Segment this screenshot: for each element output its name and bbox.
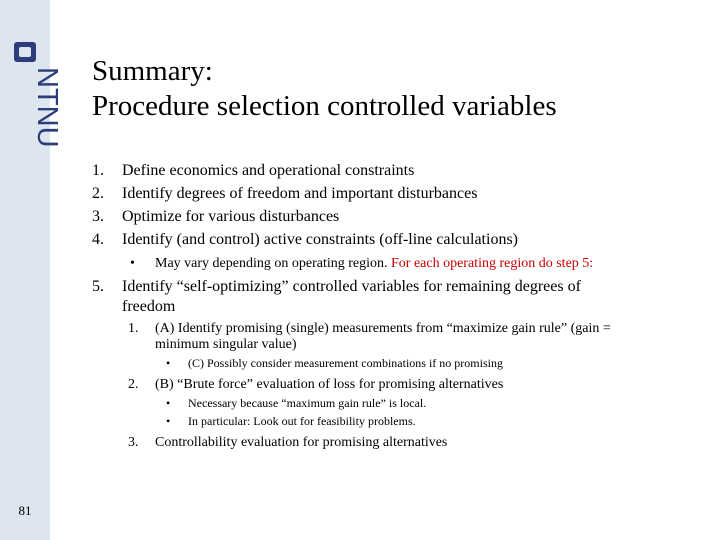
step-1-number: 1. <box>92 162 104 179</box>
sub-1-line-1: (A) Identify promising (single) measurements from “maximize gain rule” (gain = <box>155 321 611 336</box>
sub-2-bullet-2-marker: • <box>166 414 171 428</box>
sub-1-number: 1. <box>128 321 139 336</box>
sub-1-line-2: minimum singular value) <box>155 337 297 352</box>
step-4-bullet-text: May vary depending on operating region. <box>155 256 391 271</box>
step-5-number: 5. <box>92 278 104 295</box>
step-1-text: Define economics and operational constraints <box>122 162 415 179</box>
step-2-number: 2. <box>92 185 104 202</box>
step-4-number: 4. <box>92 231 104 248</box>
sub-2-bullet-1-text: Necessary because “maximum gain rule” is local. <box>188 396 427 410</box>
sub-2-bullet-2-text: In particular: Look out for feasibility problems. <box>188 414 416 428</box>
sub-3-text: Controllability evaluation for promising alternatives <box>155 435 448 450</box>
sub-2-bullet-1-marker: • <box>166 396 171 410</box>
step-3-text: Optimize for various disturbances <box>122 208 340 225</box>
step-4-text: Identify (and control) active constraints (off-line calculations) <box>122 231 518 248</box>
sub-2-text: (B) “Brute force” evaluation of loss for promising alternatives <box>155 377 504 392</box>
step-2-text: Identify degrees of freedom and important disturbances <box>122 185 478 202</box>
slide-title <box>92 54 557 124</box>
step-5-line-1: Identify “self-optimizing” controlled variables for remaining degrees of <box>122 278 581 295</box>
sidebar <box>0 0 63 540</box>
step-4-bullet <box>155 255 593 272</box>
title-line-1: Summary: <box>92 55 213 87</box>
step-4-bullet-red-text: For each operating region do step 5: <box>391 256 594 271</box>
step-3-number: 3. <box>92 208 104 225</box>
step-4-bullet-marker: • <box>130 256 135 271</box>
ntnu-logo <box>0 40 63 175</box>
step-5-line-2: freedom <box>122 298 176 315</box>
sub-1-bullet-text: (C) Possibly consider measurement combinations if no promising <box>188 356 503 370</box>
title-line-2: Procedure selection controlled variables <box>92 90 557 122</box>
sub-3-number: 3. <box>128 435 139 450</box>
sub-1-bullet-marker: • <box>166 356 171 370</box>
page-number: 81 <box>18 503 32 518</box>
logo-text: NTNU <box>31 67 63 148</box>
sub-2-number: 2. <box>128 377 139 392</box>
